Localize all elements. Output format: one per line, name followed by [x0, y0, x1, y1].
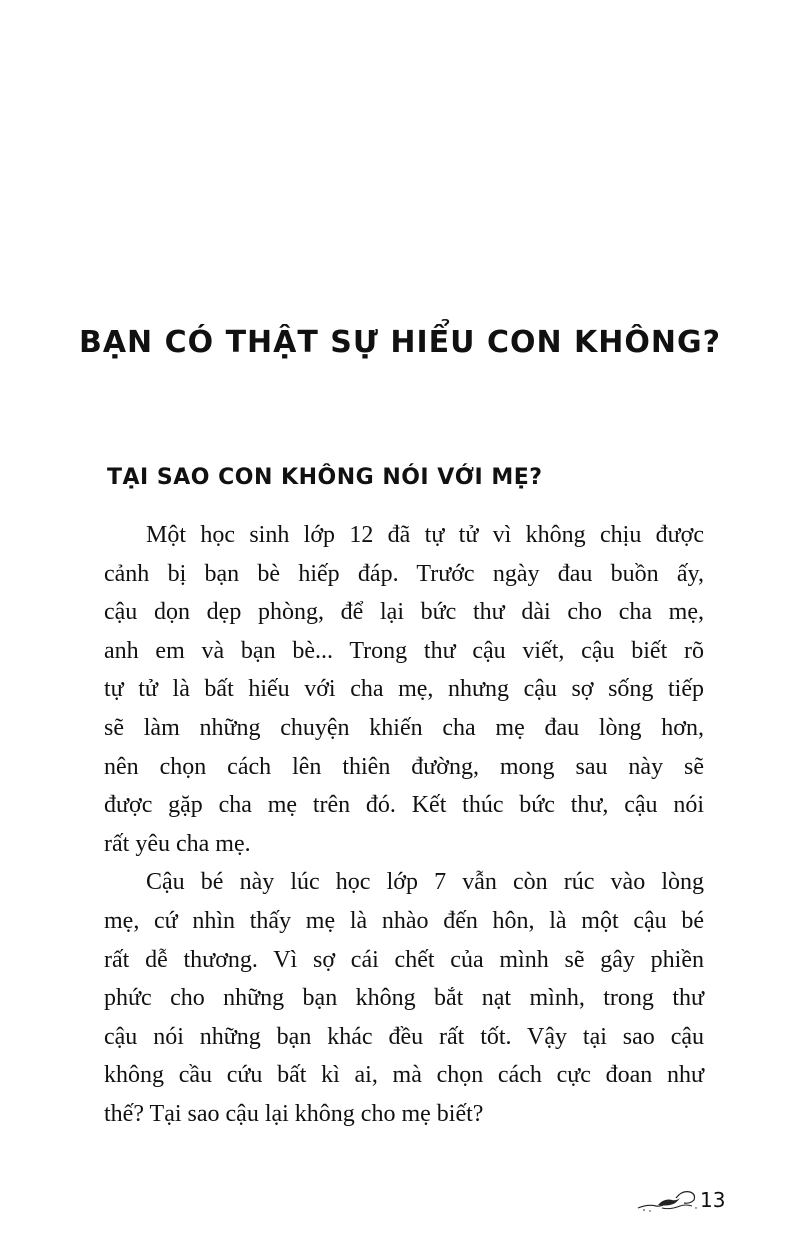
text-line: rất dễ thương. Vì sợ cái chết của mình sẽ gây phiền: [104, 946, 704, 973]
text-line: cậu nói những bạn khác đều rất tốt. Vậy tại sao cậu: [104, 1023, 704, 1050]
page-number: 13: [700, 1188, 726, 1212]
text-line: rất yêu cha mẹ.: [104, 830, 251, 857]
text-line: được gặp cha mẹ trên đó. Kết thúc bức thư, cậu nói: [104, 792, 704, 819]
text-line: Cậu bé này lúc học lớp 7 vẫn còn rúc vào lòng: [146, 869, 704, 896]
text-line: nên chọn cách lên thiên đường, mong sau này sẽ: [104, 753, 704, 780]
text-line: cậu dọn dẹp phòng, để lại bức thư dài cho cha mẹ,: [104, 599, 704, 626]
paragraph-2: [104, 863, 704, 1133]
body-text: [104, 516, 704, 1134]
text-line: mẹ, cứ nhìn thấy mẹ là nhào đến hôn, là một cậu bé: [104, 907, 704, 934]
chapter-title: BẠN CÓ THẬT SỰ HIỂU CON KHÔNG?: [78, 325, 722, 360]
text-line: không cầu cứu bất kì ai, mà chọn cách cực đoan như: [104, 1062, 704, 1089]
text-line: cảnh bị bạn bè hiếp đáp. Trước ngày đau buồn ấy,: [104, 560, 704, 587]
paragraph-1: [104, 516, 704, 863]
text-line: thế? Tại sao cậu lại không cho mẹ biết?: [104, 1100, 484, 1127]
text-line: tự tử là bất hiếu với cha mẹ, nhưng cậu sợ sống tiếp: [104, 676, 704, 703]
text-line: phức cho những bạn không bắt nạt mình, trong thư: [104, 985, 704, 1012]
bird-ornament-icon: [636, 1186, 702, 1214]
text-line: Một học sinh lớp 12 đã tự tử vì không chịu được: [146, 522, 704, 548]
section-title: TẠI SAO CON KHÔNG NÓI VỚI MẸ?: [107, 465, 543, 490]
text-line: anh em và bạn bè... Trong thư cậu viết, cậu biết rõ: [104, 637, 704, 664]
text-line: sẽ làm những chuyện khiến cha mẹ đau lòng hơn,: [104, 714, 704, 741]
